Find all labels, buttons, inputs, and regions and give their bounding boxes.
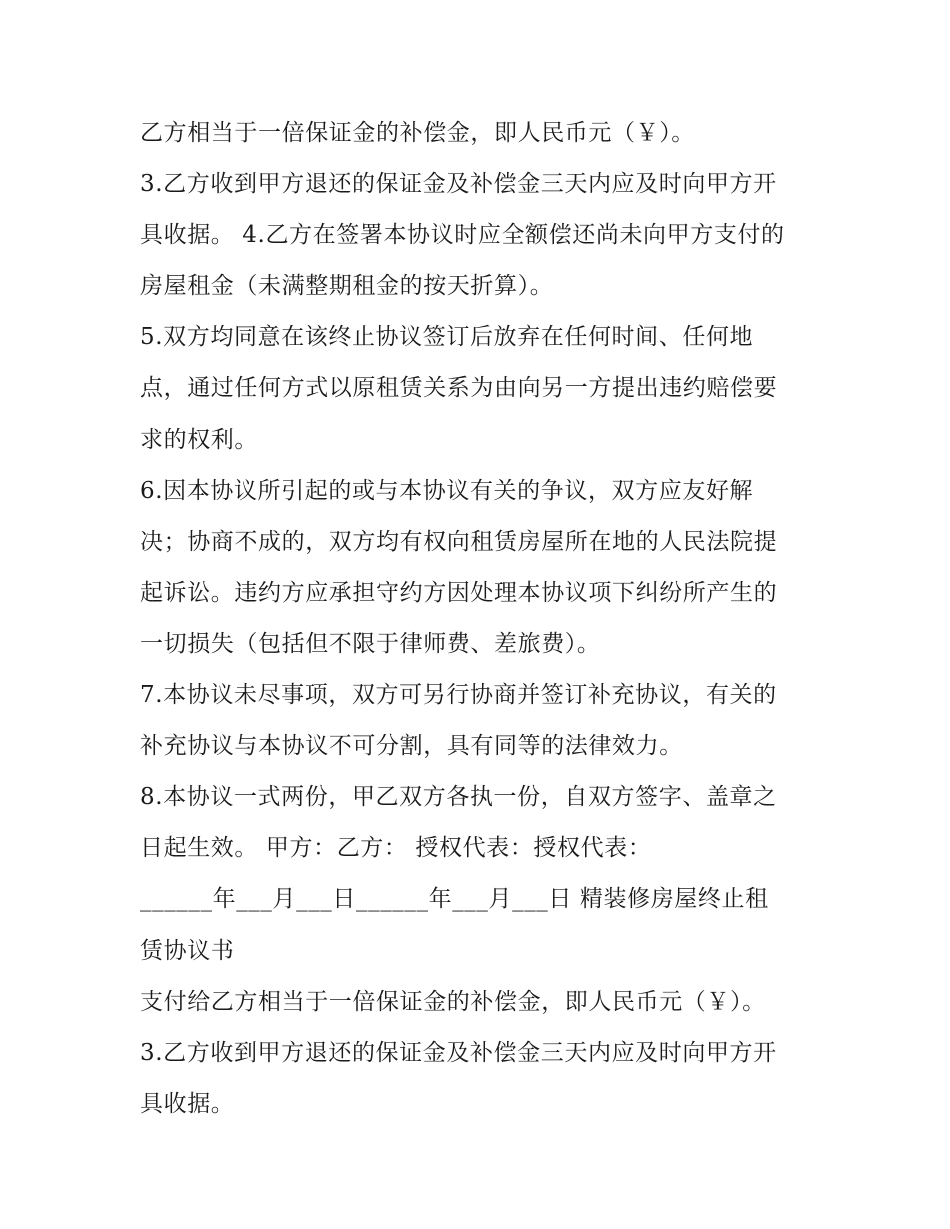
text-line: 补充协议与本协议不可分割，具有同等的法律效力。 xyxy=(140,733,683,760)
text-line: 5.双方均同意在该终止协议签订后放弃在任何时间、任何地 xyxy=(140,324,754,351)
text-line: 7.本协议未尽事项，双方可另行协商并签订补充协议，有关的 xyxy=(140,682,777,709)
text-line: 求的权利。 xyxy=(140,426,258,453)
text-line: 3.乙方收到甲方退还的保证金及补偿金三天内应及时向甲方开 xyxy=(140,1039,777,1066)
text-line: 具收据。 xyxy=(140,1090,235,1117)
text-line: 8.本协议一式两份，甲乙双方各执一份，自双方签字、盖章之 xyxy=(140,784,777,811)
text-line: 乙方相当于一倍保证金的补偿金，即人民币元（￥）。 xyxy=(140,120,695,146)
text-line: 具收据。 4.乙方在签署本协议时应全额偿还尚未向甲方支付的 xyxy=(140,222,785,249)
text-line: 决；协商不成的，双方均有权向租赁房屋所在地的人民法院提 xyxy=(140,528,778,555)
text-line: 3.乙方收到甲方退还的保证金及补偿金三天内应及时向甲方开 xyxy=(140,171,777,198)
text-line: 起诉讼。违约方应承担守约方因处理本协议项下纠纷所产生的 xyxy=(140,579,778,606)
text-line: 赁协议书 xyxy=(140,937,235,964)
text-line: 6.因本协议所引起的或与本协议有关的争议，双方应友好解 xyxy=(140,477,754,504)
document-body xyxy=(140,108,820,1130)
text-line: ______年___月___日______年___月___日 精装修房屋终止租 xyxy=(140,886,769,913)
text-line: 支付给乙方相当于一倍保证金的补偿金，即人民币元（￥）。 xyxy=(140,988,766,1015)
text-line: 房屋租金（未满整期租金的按天折算）。 xyxy=(140,273,554,300)
text-line: 日起生效。 甲方：乙方： 授权代表：授权代表： xyxy=(140,835,652,862)
text-line: 一切损失（包括但不限于律师费、差旅费）。 xyxy=(140,630,601,657)
text-line: 点，通过任何方式以原租赁关系为由向另一方提出违约赔偿要 xyxy=(140,375,778,402)
